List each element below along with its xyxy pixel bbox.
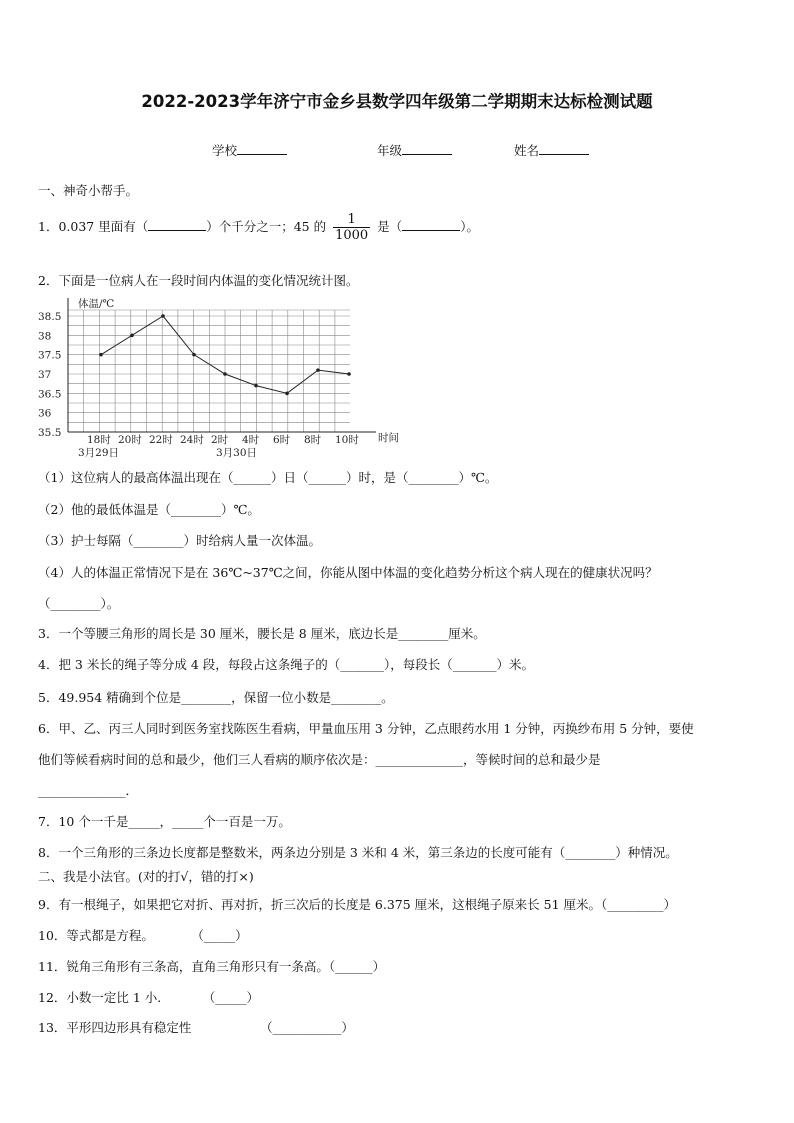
- question-4: 4．把 3 米长的绳子等分成 4 段，每段占这条绳子的（_______），每段长（_______）米。: [38, 657, 535, 672]
- question-1: [38, 212, 479, 243]
- name-field[interactable]: [539, 141, 589, 155]
- y-tick-label: 36: [38, 407, 52, 420]
- grade-label: 年级: [376, 143, 402, 158]
- question-10: 10．等式都是方程。 （_____）: [38, 928, 248, 943]
- question-13: 13．平形四边形具有稳定性 （___________）: [38, 1020, 354, 1035]
- question-3: 3．一个等腰三角形的周长是 30 厘米，腰长是 8 厘米，底边长是________厘米。: [38, 626, 486, 641]
- question-8: 8．一个三角形的三条边长度都是整数米，两条边分别是 3 米和 4 米，第三条边的长度可能有（________）种情况。: [38, 845, 678, 860]
- page-title: 2022-2023学年济宁市金乡县数学四年级第二学期期末达标检测试题: [141, 92, 653, 111]
- data-point: [161, 314, 165, 318]
- x-tick-label: 24时: [180, 434, 204, 446]
- date-label-1: 3月29日: [78, 447, 120, 459]
- grade-field[interactable]: [402, 141, 452, 155]
- chart-axes: [68, 298, 376, 432]
- q1-text-a: 1．0.037 里面有（: [38, 219, 149, 234]
- question-2: 2．下面是一位病人在一段时间内体温的变化情况统计图。: [38, 273, 359, 288]
- y-tick-label: 36.5: [38, 388, 62, 401]
- q1-blank-2[interactable]: [402, 218, 460, 231]
- question-9: 9．有一根绳子，如果把它对折、再对折，折三次后的长度是 6.375 厘米，这根绳子原来长 51 厘米。（_________）: [38, 897, 677, 912]
- x-tick-label: 22时: [149, 434, 173, 446]
- date-label-2: 3月30日: [216, 447, 258, 459]
- x-tick-label: 2时: [211, 434, 229, 446]
- data-point: [316, 368, 320, 372]
- question-5: 5．49.954 精确到个位是________，保留一位小数是________。: [38, 690, 394, 705]
- name-label: 姓名: [513, 143, 539, 158]
- question-6-line-3: ______________．: [38, 783, 139, 798]
- temperature-chart: [36, 294, 416, 462]
- school-field[interactable]: [237, 141, 287, 155]
- question-2-2: （2）他的最低体温是（________）℃。: [38, 502, 260, 517]
- q1-text-d: ）。: [460, 219, 479, 234]
- q1-blank-1[interactable]: [148, 218, 206, 231]
- data-point: [347, 372, 351, 376]
- y-axis-label: 体温/℃: [78, 298, 115, 310]
- question-7: 7．10 个一千是_____，_____个一百是一万。: [38, 814, 291, 829]
- data-point: [254, 384, 258, 388]
- y-tick-label: 38.5: [38, 311, 62, 323]
- q1-text-b: ）个千分之一；45 的: [206, 219, 327, 234]
- fraction: [333, 212, 370, 243]
- question-2-4: （4）人的体温正常情况下是在 36℃~37℃之间，你能从图中体温的变化趋势分析这个病人现在的健康状况吗？: [38, 565, 658, 580]
- x-tick-label: 6时: [273, 434, 291, 446]
- school-label: 学校: [212, 143, 238, 158]
- x-tick-label: 8时: [304, 434, 322, 446]
- fraction-numerator: 1: [347, 212, 356, 227]
- section-1-heading: 一、神奇小帮手。: [38, 183, 139, 198]
- header-fields: [212, 141, 589, 159]
- data-point: [192, 353, 196, 357]
- question-6-line-2: 他们等候看病时间的总和最少，他们三人看病的顺序依次是：______________，等候时间的总和最少是: [38, 752, 601, 767]
- question-11: 11．锐角三角形有三条高，直角三角形只有一条高。（______）: [38, 959, 386, 974]
- data-point: [99, 353, 103, 357]
- fraction-denominator: 1000: [335, 228, 369, 243]
- data-point: [223, 372, 227, 376]
- y-tick-label: 35.5: [38, 427, 62, 439]
- question-2-4-answer: （________）。: [38, 596, 120, 611]
- question-2-3: （3）护士每隔（________）时给病人量一次体温。: [38, 533, 321, 548]
- x-tick-label: 18时: [87, 434, 111, 446]
- question-6-line-1: 6．甲、乙、丙三人同时到医务室找陈医生看病，甲量血压用 3 分钟，乙点眼药水用 1 分钟，丙换纱布用 5 分钟，要使: [38, 721, 694, 736]
- data-point: [130, 334, 134, 338]
- section-2-heading: 二、我是小法官。(对的打√，错的打×): [38, 869, 254, 884]
- y-tick-label: 37: [38, 369, 52, 381]
- x-tick-label: 10时: [335, 434, 359, 446]
- question-2-1: （1）这位病人的最高体温出现在（______）日（______）时，是（________）℃。: [38, 470, 498, 485]
- chart-grid: [68, 310, 350, 432]
- data-point: [285, 392, 289, 396]
- y-tick-label: 37.5: [38, 349, 62, 362]
- y-tick-label: 38: [38, 330, 52, 343]
- x-tick-label: 20时: [118, 434, 142, 446]
- x-tick-label: 4时: [242, 434, 260, 446]
- q1-text-c: 是（: [377, 219, 403, 234]
- question-12: 12．小数一定比 1 小. （_____）: [38, 990, 260, 1005]
- x-axis-label: 时间: [378, 432, 399, 444]
